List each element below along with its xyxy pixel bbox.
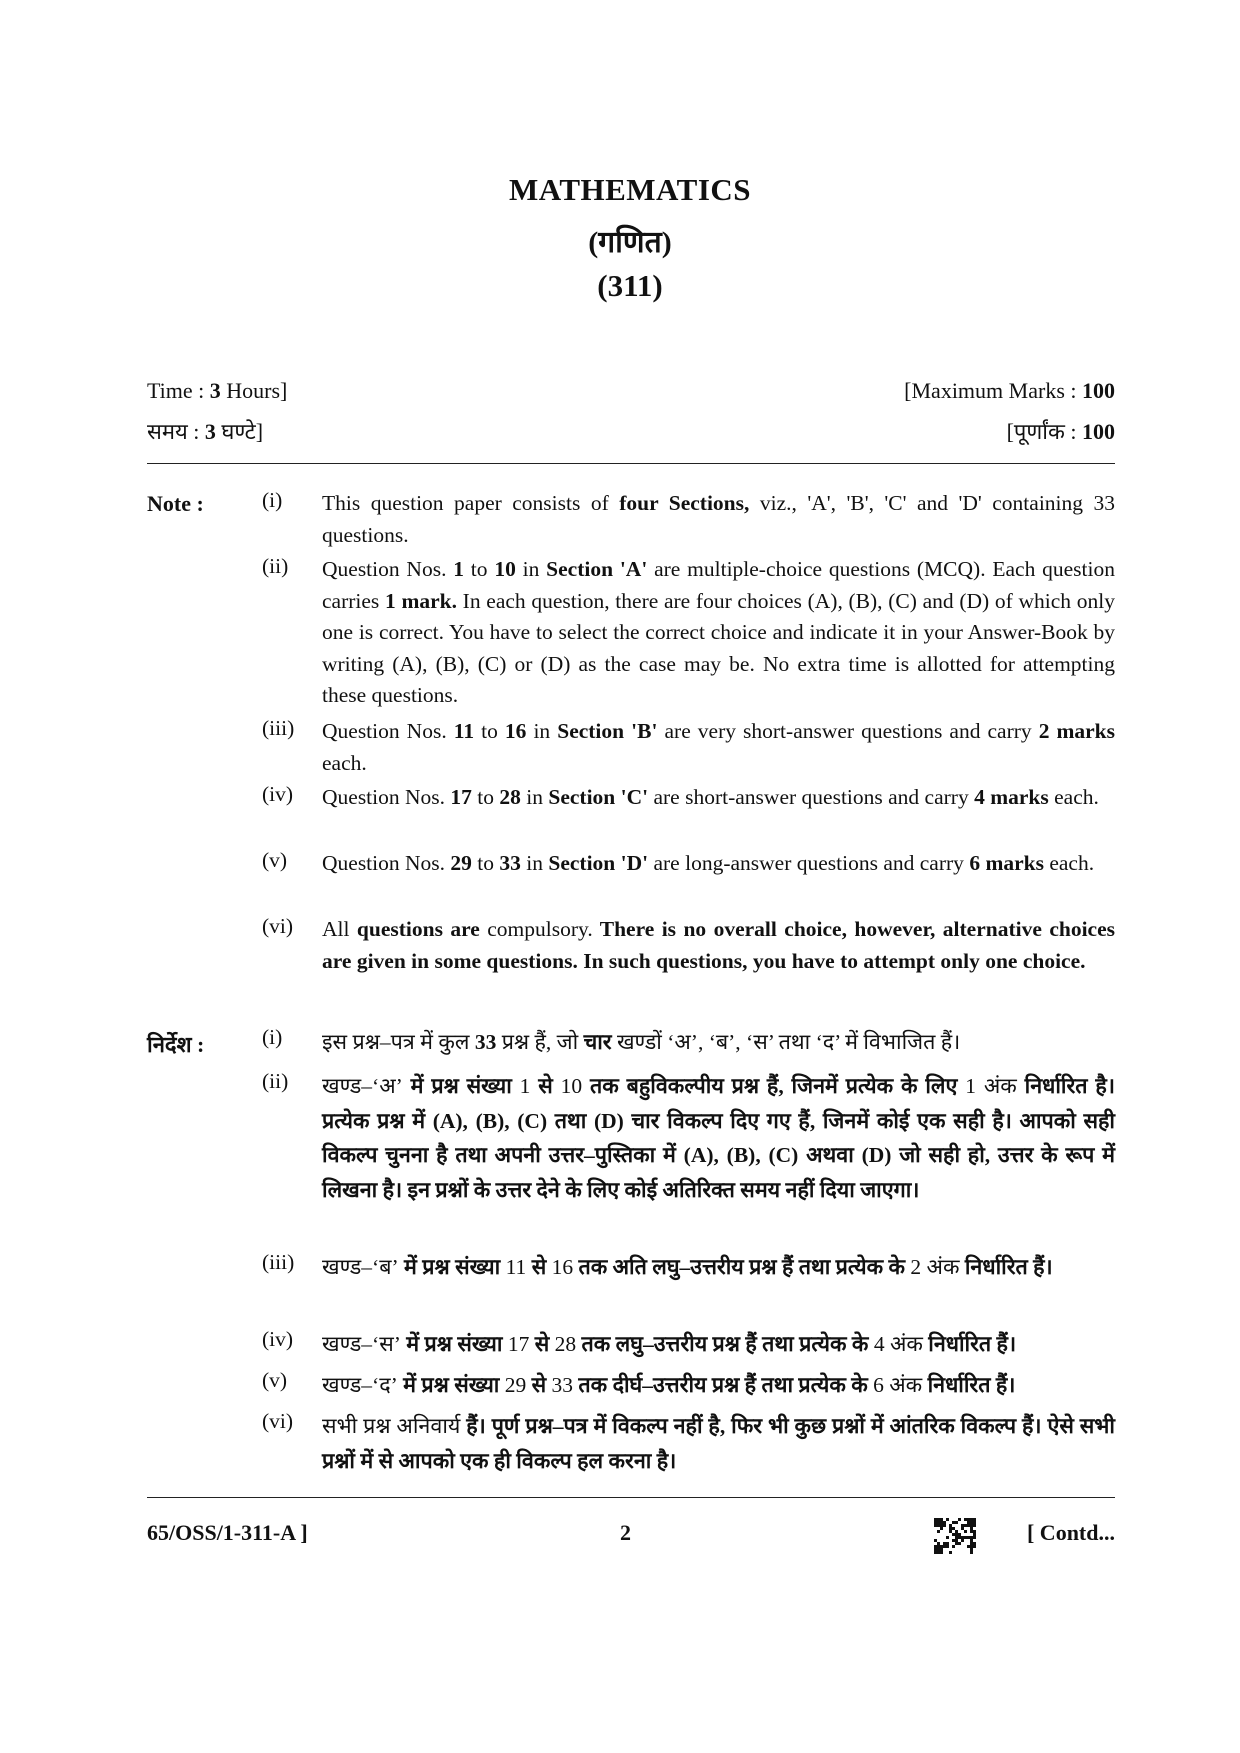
text-fragment: All [322, 917, 350, 941]
text-fragment: each. [322, 750, 367, 775]
text-fragment: in [520, 851, 549, 875]
text-fragment: 33 [551, 1373, 574, 1397]
bold-fragment: निर्धारित हैं। [959, 1255, 1053, 1279]
text-fragment: 28 [554, 1332, 577, 1356]
item-text [322, 488, 1115, 551]
paper-code: 65/OSS/1-311-A ] [147, 1520, 308, 1545]
text-fragment: सभी प्रश्न अनिवार्य [322, 1414, 461, 1438]
item-text [322, 716, 1115, 779]
samay-prefix: समय : [147, 419, 200, 444]
bold-fragment: में प्रश्न संख्या [397, 1373, 505, 1397]
bold-fragment: तक दीर्घ–उत्तरीय प्रश्न हैं तथा प्रत्येक के [573, 1373, 874, 1397]
header-divider [147, 463, 1115, 464]
text-fragment: 16 [551, 1255, 574, 1279]
text-fragment: 2 अंक [910, 1255, 960, 1279]
maximum-marks [904, 378, 1115, 404]
item-text [322, 1327, 1115, 1362]
maximum-marks-hindi [1007, 416, 1115, 446]
text-fragment: 6 अंक [873, 1373, 923, 1397]
footer-divider [147, 1497, 1115, 1498]
item-text [322, 914, 1115, 977]
text-fragment: 29 [504, 1373, 527, 1397]
bold-fragment: 4 marks [974, 785, 1049, 809]
text-fragment: are short-answer questions and carry [648, 785, 975, 809]
bold-fragment: Section 'C' [548, 785, 649, 809]
text-fragment: 1 अंक [965, 1074, 1017, 1098]
bold-fragment: निर्धारित हैं। [922, 1373, 1016, 1397]
bold-fragment: हैं। पूर्ण प्रश्न–पत्र में विकल्प नहीं है, फिर भी कुछ प्रश्नों में आंतरिक विकल्प हैं। ऐसे सभी प्रश्नों में से आपको एक ही विकल्प हल करना है। [322, 1414, 1115, 1473]
text-fragment: to [464, 557, 495, 581]
bold-fragment: में प्रश्न संख्या [400, 1332, 508, 1356]
text-fragment: Question Nos. [322, 785, 451, 809]
text-fragment: in [520, 785, 549, 809]
bold-fragment: चार [583, 1030, 612, 1054]
item-text [322, 782, 1115, 814]
max-prefix: [Maximum Marks : [904, 378, 1077, 403]
bold-fragment: questions are [349, 917, 488, 941]
bold-fragment: 33 [474, 1030, 497, 1054]
bold-fragment: से [529, 1332, 555, 1356]
text-fragment: in [526, 719, 558, 743]
item-text [322, 1409, 1115, 1478]
text-fragment: Question Nos. [322, 557, 454, 581]
bold-fragment: 29 [450, 851, 472, 875]
item-number: (i) [262, 1025, 283, 1049]
subject-title: MATHEMATICS [508, 172, 752, 207]
bold-fragment: four Sections, [619, 491, 750, 515]
time-prefix: Time : [147, 378, 205, 403]
text-fragment: each. [1043, 851, 1095, 875]
text-fragment: viz., 'A', 'B', 'C' and 'D' containing 33 questions. [322, 491, 1116, 547]
item-text [322, 1250, 1115, 1285]
text-fragment: Question Nos. [322, 851, 451, 875]
subject-code: (311) [597, 268, 663, 303]
item-number: (iv) [262, 782, 294, 806]
item-number: (vi) [262, 1409, 294, 1433]
item-text [322, 1025, 1115, 1060]
bold-fragment: 1 [453, 557, 464, 581]
item-text [322, 848, 1115, 880]
text-fragment: to [474, 719, 505, 743]
bold-fragment: Section 'B' [557, 719, 658, 743]
text-fragment: are long-answer questions and carry [648, 851, 970, 875]
text-fragment: In each question, there are four choices (A), (B), (C) and (D) of which only one is correct. You have to select the correct choice and indicate it in your Answer-Book by writing (A), (B), (C) or (D) as the case may be. No extra time is allotted for attempting these questions. [322, 588, 1115, 707]
bold-fragment: तक बहुविकल्पीय प्रश्न हैं, जिनमें प्रत्येक के लिए [582, 1074, 966, 1098]
time-value: 3 [209, 378, 221, 403]
bold-fragment: 10 [494, 557, 516, 581]
item-number: (i) [262, 488, 283, 512]
text-fragment: इस प्रश्न–पत्र में कुल [322, 1030, 475, 1054]
bold-fragment: से [526, 1255, 552, 1279]
item-number: (vi) [262, 914, 294, 938]
bold-fragment: से [530, 1074, 561, 1098]
text-fragment: खण्ड–‘अ’ [322, 1074, 403, 1098]
text-fragment: 4 अंक [873, 1332, 923, 1356]
bold-fragment: 2 marks [1038, 719, 1116, 743]
bold-fragment: Section 'D' [548, 851, 649, 875]
item-text [322, 1368, 1115, 1403]
nirdesh-label: निर्देश : [147, 1032, 205, 1057]
item-text [322, 1069, 1115, 1207]
item-number: (ii) [262, 1069, 289, 1093]
text-fragment: खण्ड–‘द’ [322, 1373, 398, 1397]
text-fragment: खण्ड–‘ब’ [322, 1255, 399, 1279]
bold-fragment: 33 [499, 851, 521, 875]
bold-fragment: में प्रश्न संख्या [398, 1255, 506, 1279]
item-number: (iii) [262, 716, 295, 740]
bold-fragment: तक लघु–उत्तरीय प्रश्न हैं तथा प्रत्येक के [576, 1332, 874, 1356]
bold-fragment: 17 [450, 785, 472, 809]
item-number: (ii) [262, 554, 289, 578]
bold-fragment: 16 [504, 719, 527, 743]
page-number: 2 [620, 1520, 631, 1545]
text-fragment: compulsory. [487, 917, 593, 941]
text-fragment: in [515, 557, 547, 581]
purn-prefix: [पूर्णांक : [1006, 419, 1077, 444]
text-fragment: 1 [519, 1074, 531, 1098]
text-fragment: This question paper consists of [322, 491, 620, 515]
item-number: (iv) [262, 1327, 294, 1351]
purn-value: 100 [1082, 419, 1115, 444]
bold-fragment: से [526, 1373, 552, 1397]
bold-fragment: निर्धारित हैं। [922, 1332, 1017, 1356]
item-number: (v) [262, 1368, 288, 1392]
note-label: Note : [147, 491, 204, 516]
text-fragment: are multiple-choice questions (MCQ). Each question carries [322, 557, 1115, 613]
time-allowed [147, 378, 287, 404]
bold-fragment: Section 'A' [546, 557, 648, 581]
continued-label: [ Contd... [1026, 1520, 1115, 1545]
bold-fragment: 28 [499, 785, 521, 809]
text-fragment: each. [1048, 785, 1099, 809]
bold-fragment: निर्धारित है। प्रत्येक प्रश्न में (A), (B), (C) तथा (D) चार विकल्प दिए गए हैं, जिनमें कोई एक सही है। आपको सही विकल्प चुनना है तथा अपनी उत्तर–पुस्तिका में (A), (B), (C) अथवा (D) जो सही हो, उत्तर के रूप में लिखना है। इन प्रश्नों के उत्तर देने के लिए कोई अतिरिक्त समय नहीं दिया जाएगा। [322, 1074, 1115, 1202]
qr-code-icon [934, 1518, 976, 1554]
bold-fragment: 1 mark. [385, 588, 457, 613]
text-fragment: प्रश्न हैं, जो [496, 1030, 584, 1054]
text-fragment: to [471, 851, 500, 875]
time-suffix: Hours] [226, 378, 288, 403]
text-fragment: खण्डों ‘अ’, ‘ब’, ‘स’ तथा ‘द’ में विभाजित हैं। [611, 1030, 961, 1054]
item-number: (iii) [262, 1250, 295, 1274]
text-fragment: खण्ड–‘स’ [322, 1332, 401, 1356]
text-fragment: to [471, 785, 500, 809]
text-fragment: 17 [507, 1332, 530, 1356]
subject-title-hindi: (गणित) [588, 226, 672, 259]
bold-fragment: में प्रश्न संख्या [402, 1074, 520, 1098]
bold-fragment: 11 [453, 719, 475, 743]
samay-suffix: घण्टे] [221, 419, 264, 444]
item-text [322, 554, 1115, 712]
bold-fragment: 6 marks [969, 851, 1044, 875]
max-value: 100 [1082, 378, 1115, 403]
bold-fragment: There is no overall choice, however, alternative choices are given in some questions. In such questions, you have to attempt only one choice. [322, 917, 1115, 973]
text-fragment: 11 [505, 1255, 527, 1279]
item-number: (v) [262, 848, 288, 872]
text-fragment: Question Nos. [322, 719, 454, 743]
text-fragment: are very short-answer questions and carry [657, 719, 1039, 743]
samay-value: 3 [204, 419, 216, 444]
text-fragment: 10 [560, 1074, 583, 1098]
bold-fragment: तक अति लघु–उत्तरीय प्रश्न हैं तथा प्रत्येक के [573, 1255, 911, 1279]
time-allowed-hindi [147, 416, 263, 446]
